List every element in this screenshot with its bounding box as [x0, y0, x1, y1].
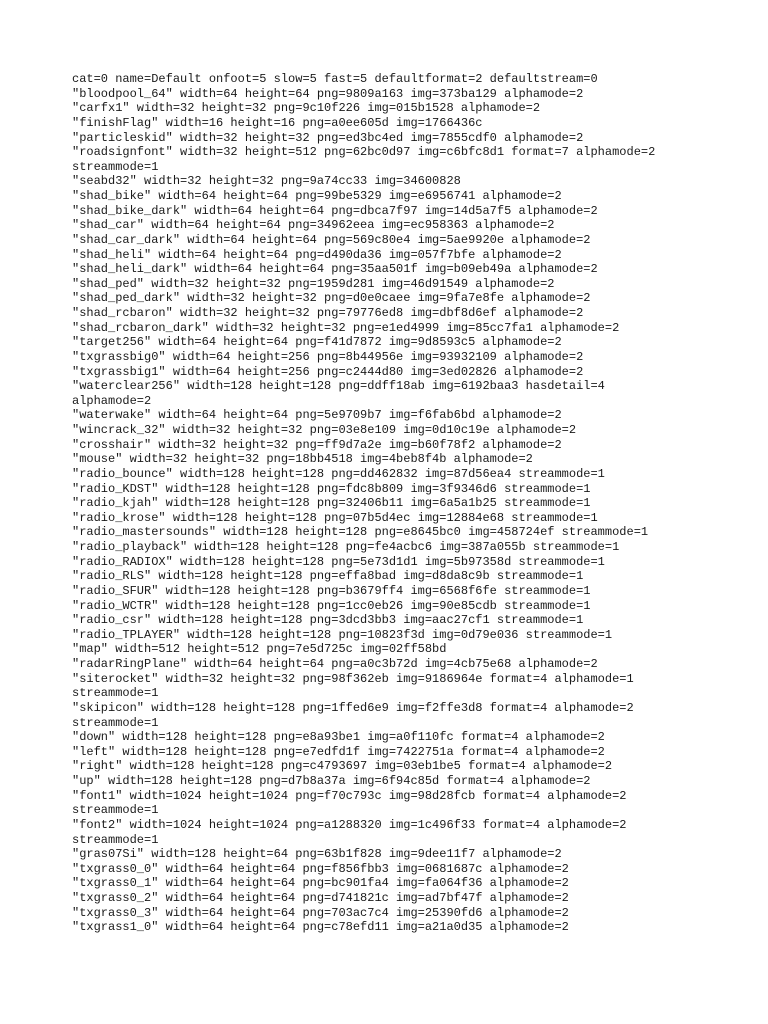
text-line: "radio_mastersounds" width=128 height=128 png=e8645bc0 img=458724ef streammode=1 [72, 525, 649, 540]
text-line: "shad_ped" width=32 height=32 png=1959d281 img=46d91549 alphamode=2 [72, 276, 555, 291]
text-line: "waterclear256" width=128 height=128 png=ddff18ab img=6192baa3 hasdetail=4 [72, 379, 605, 394]
text-line: "right" width=128 height=128 png=c4793697 img=03eb1be5 format=4 alphamode=2 [72, 759, 613, 774]
text-line: streammode=1 [72, 803, 159, 818]
text-line: "shad_rcbaron" width=32 height=32 png=79776ed8 img=dbf8d6ef alphamode=2 [72, 306, 584, 320]
text-line: streammode=1 [72, 715, 159, 730]
text-line: "font2" width=1024 height=1024 png=a1288320 img=1c496f33 format=4 alphamode=2 [72, 817, 627, 832]
text-line: "shad_bike" width=64 height=64 png=99be5329 img=e6956741 alphamode=2 [72, 189, 562, 203]
text-line: "shad_bike_dark" width=64 height=64 png=dbca7f97 img=14d5a7f5 alphamode=2 [72, 203, 598, 218]
text-line: "txgrass0_1" width=64 height=64 png=bc901fa4 img=fa064f36 alphamode=2 [72, 876, 569, 891]
text-line: "particleskid" width=32 height=32 png=ed3bc4ed img=7855cdf0 alphamode=2 [72, 130, 584, 145]
text-line: cat=0 name=Default onfoot=5 slow=5 fast=5 defaultformat=2 defaultstream=0 [72, 72, 598, 86]
text-line: "map" width=512 height=512 png=7e5d725c img=02ff58bd [72, 642, 447, 657]
text-line: "mouse" width=32 height=32 png=18bb4518 img=4beb8f4b alphamode=2 [72, 452, 533, 467]
text-line: "target256" width=64 height=64 png=f41d7872 img=9d8593c5 alphamode=2 [72, 335, 562, 350]
text-line: "shad_rcbaron_dark" width=32 height=32 png=e1ed4999 img=85cc7fa1 alphamode=2 [72, 320, 620, 335]
text-line: "finishFlag" width=16 height=16 png=a0ee605d img=1766436c [72, 115, 483, 130]
text-line: "txgrassbig1" width=64 height=256 png=c2444d80 img=3ed02826 alphamode=2 [72, 364, 584, 379]
text-line: "radio_bounce" width=128 height=128 png=dd462832 img=87d56ea4 streammode=1 [72, 466, 605, 481]
text-line: "txgrass0_3" width=64 height=64 png=703ac7c4 img=25390fd6 alphamode=2 [72, 905, 569, 920]
text-line: "radio_TPLAYER" width=128 height=128 png=10823f3d img=0d79e036 streammode=1 [72, 627, 613, 642]
text-line: "shad_heli_dark" width=64 height=64 png=35aa501f img=b09eb49a alphamode=2 [72, 262, 598, 277]
text-line: "txgrass0_0" width=64 height=64 png=f856fbb3 img=0681687c alphamode=2 [72, 861, 569, 876]
text-line: "radio_SFUR" width=128 height=128 png=b3679ff4 img=6568f6fe streammode=1 [72, 583, 591, 598]
text-line: "carfx1" width=32 height=32 png=9c10f226 img=015b1528 alphamode=2 [72, 101, 541, 116]
text-line: "crosshair" width=32 height=32 png=ff9d7a2e img=b60f78f2 alphamode=2 [72, 437, 562, 452]
text-line: "shad_ped_dark" width=32 height=32 png=d0e0caee img=9fa7e8fe alphamode=2 [72, 291, 591, 306]
text-line: "radarRingPlane" width=64 height=64 png=a0c3b72d img=4cb75e68 alphamode=2 [72, 657, 598, 671]
text-line: "shad_car" width=64 height=64 png=34962eea img=ec958363 alphamode=2 [72, 218, 555, 233]
text-line: "radio_krose" width=128 height=128 png=07b5d4ec img=12884e68 streammode=1 [72, 510, 598, 525]
text-line: "font1" width=1024 height=1024 png=f70c793c img=98d28fcb format=4 alphamode=2 [72, 788, 627, 803]
text-line: "left" width=128 height=128 png=e7edfd1f img=7422751a format=4 alphamode=2 [72, 744, 605, 759]
text-line: alphamode=2 [72, 393, 152, 408]
text-line: streammode=1 [72, 832, 159, 847]
text-line: "radio_WCTR" width=128 height=128 png=1cc0eb26 img=90e85cdb streammode=1 [72, 598, 591, 613]
text-line: streammode=1 [72, 159, 159, 174]
text-line: "txgrassbig0" width=64 height=256 png=8b44956e img=93932109 alphamode=2 [72, 349, 584, 364]
text-line: "up" width=128 height=128 png=d7b8a37a img=6f94c85d format=4 alphamode=2 [72, 774, 591, 788]
text-line: "radio_kjah" width=128 height=128 png=32406b11 img=6a5a1b25 streammode=1 [72, 496, 591, 511]
text-line: "siterocket" width=32 height=32 png=98f362eb img=9186964e format=4 alphamode=1 [72, 671, 634, 686]
text-line: "roadsignfont" width=32 height=512 png=62bc0d97 img=c6bfc8d1 format=7 alphamode=2 [72, 145, 656, 160]
text-line: "gras07Si" width=128 height=64 png=63b1f828 img=9dee11f7 alphamode=2 [72, 847, 562, 862]
text-line: "wincrack_32" width=32 height=32 png=03e8e109 img=0d10c19e alphamode=2 [72, 423, 577, 437]
text-line: "seabd32" width=32 height=32 png=9a74cc33 img=34600828 [72, 174, 461, 189]
text-line: "waterwake" width=64 height=64 png=5e9709b7 img=f6fab6bd alphamode=2 [72, 408, 562, 423]
text-line: streammode=1 [72, 686, 159, 701]
text-line: "radio_RADIOX" width=128 height=128 png=5e73d1d1 img=5b97358d streammode=1 [72, 554, 605, 569]
text-line: "shad_car_dark" width=64 height=64 png=569c80e4 img=5ae9920e alphamode=2 [72, 232, 591, 247]
text-line: "radio_RLS" width=128 height=128 png=effa8bad img=d8da8c9b streammode=1 [72, 569, 584, 584]
text-line: "txgrass0_2" width=64 height=64 png=d741821c img=ad7bf47f alphamode=2 [72, 891, 569, 905]
text-line: "radio_playback" width=128 height=128 png=fe4acbc6 img=387a055b streammode=1 [72, 540, 620, 554]
document-text [72, 72, 702, 935]
text-line: "radio_KDST" width=128 height=128 png=fdc8b809 img=3f9346d6 streammode=1 [72, 481, 591, 496]
text-line: "shad_heli" width=64 height=64 png=d490da36 img=057f7bfe alphamode=2 [72, 247, 562, 262]
text-line: "txgrass1_0" width=64 height=64 png=c78efd11 img=a21a0d35 alphamode=2 [72, 920, 569, 935]
text-line: "skipicon" width=128 height=128 png=1ffed6e9 img=f2ffe3d8 format=4 alphamode=2 [72, 700, 634, 715]
text-line: "down" width=128 height=128 png=e8a93be1 img=a0f110fc format=4 alphamode=2 [72, 730, 605, 745]
text-line: "bloodpool_64" width=64 height=64 png=9809a163 img=373ba129 alphamode=2 [72, 86, 584, 101]
text-line: "radio_csr" width=128 height=128 png=3dcd3bb3 img=aac27cf1 streammode=1 [72, 613, 584, 628]
